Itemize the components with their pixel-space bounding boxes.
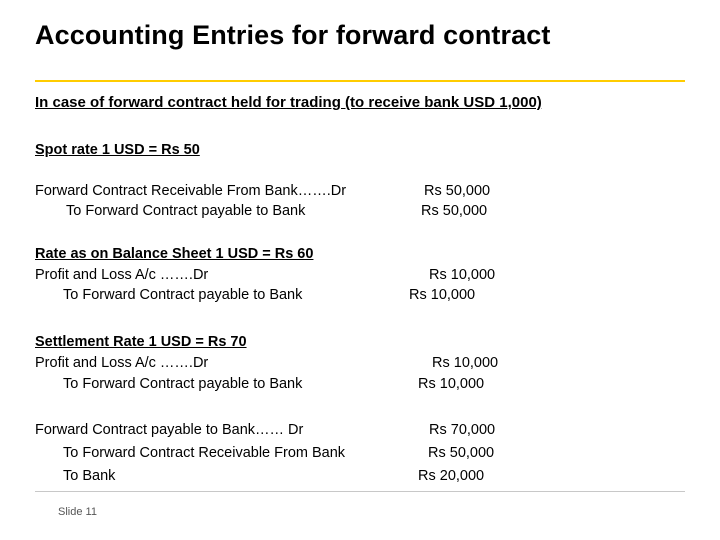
balance-sheet-rate-heading: Rate as on Balance Sheet 1 USD = Rs 60: [35, 246, 314, 262]
entry4-debit-line: Forward Contract payable to Bank…… Dr: [35, 422, 304, 438]
settlement-rate-heading: Settlement Rate 1 USD = Rs 70: [35, 334, 247, 350]
entry2-debit-line: Profit and Loss A/c …….Dr: [35, 267, 209, 283]
entry3-credit-amount: Rs 10,000: [418, 376, 485, 392]
entry3-debit-amount: Rs 10,000: [432, 355, 499, 371]
entry2-credit-amount: Rs 10,000: [409, 287, 476, 303]
entry1-debit-amount: Rs 50,000: [424, 183, 491, 199]
slide-number: Slide 11: [58, 506, 97, 518]
entry4-credit-line-2: To Bank: [63, 468, 116, 484]
entry1-debit-line: Forward Contract Receivable From Bank…….Dr: [35, 183, 347, 199]
entry4-credit-amount-2: Rs 20,000: [418, 468, 485, 484]
spot-rate-heading: Spot rate 1 USD = Rs 50: [35, 142, 200, 158]
entry1-credit-line: To Forward Contract payable to Bank: [66, 203, 306, 219]
slide-title: Accounting Entries for forward contract: [35, 20, 551, 50]
title-divider: [35, 80, 685, 82]
entry2-debit-amount: Rs 10,000: [429, 267, 496, 283]
footer-divider: [35, 491, 685, 492]
entry4-credit-line-1: To Forward Contract Receivable From Bank: [63, 445, 346, 461]
entry3-credit-line: To Forward Contract payable to Bank: [63, 376, 303, 392]
entry3-debit-line: Profit and Loss A/c …….Dr: [35, 355, 209, 371]
slide-subtitle: In case of forward contract held for trading (to receive bank USD 1,000): [35, 94, 542, 111]
entry4-credit-amount-1: Rs 50,000: [428, 445, 495, 461]
entry4-debit-amount: Rs 70,000: [429, 422, 496, 438]
entry2-credit-line: To Forward Contract payable to Bank: [63, 287, 303, 303]
entry1-credit-amount: Rs 50,000: [421, 203, 488, 219]
